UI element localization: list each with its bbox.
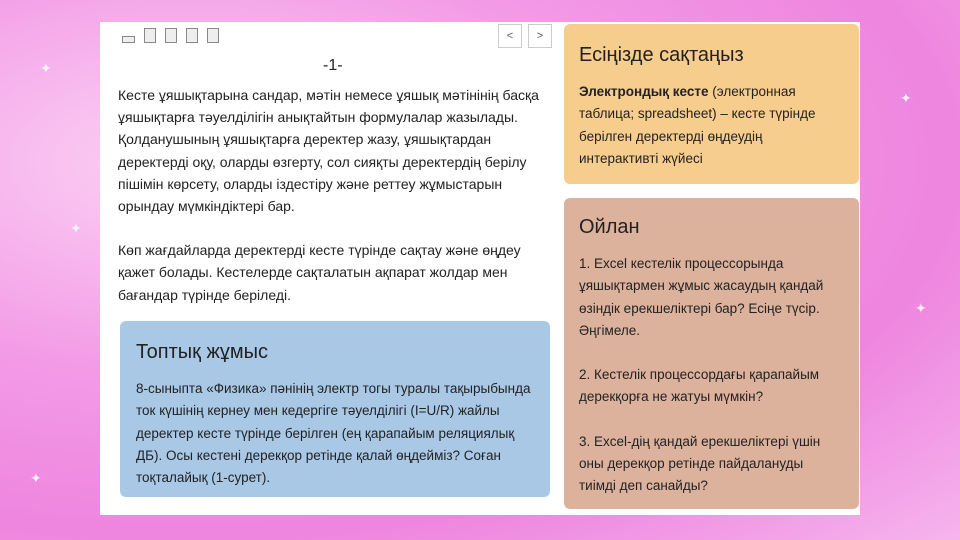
remember-term: Электрондық кесте (579, 84, 709, 99)
question-item: 3. Excel-дің қандай ерекшеліктері үшін оны дерекқор ретінде пайдалануды тиімді деп санайды? (579, 433, 821, 494)
remember-box (564, 24, 859, 184)
toolbar (122, 28, 219, 43)
sparkle-icon: ✦ (900, 90, 912, 106)
page-icon[interactable] (144, 28, 156, 43)
remember-body (579, 81, 843, 170)
remember-definition: (электронная таблица; spreadsheet) – кесте түрінде берілген деректерді өңдеудің интерактивті жүйесі (579, 84, 816, 166)
prev-button[interactable]: < (498, 24, 522, 48)
group-work-title: Топтық жұмыс (136, 341, 268, 363)
next-button[interactable]: > (528, 24, 552, 48)
sparkle-icon: ✦ (915, 300, 927, 316)
slide-frame (100, 22, 860, 515)
page-icon[interactable] (165, 28, 177, 43)
page-icon[interactable] (186, 28, 198, 43)
think-title: Ойлан (579, 216, 640, 238)
remember-title: Есіңізде сақтаңыз (579, 44, 744, 66)
think-questions (579, 253, 843, 498)
page-icon[interactable] (207, 28, 219, 43)
think-box (564, 198, 859, 509)
question-item: 2. Кестелік процессордағы қарапайым дерекқорға не жатуы мүмкін? (579, 367, 820, 405)
sparkle-icon: ✦ (30, 470, 42, 486)
minimize-icon[interactable] (122, 36, 135, 43)
question-item: 1. Excel кестелік процессорында ұяшықтармен жұмыс жасаудың қандай өзіндік ерекшеліктері бар? Есіңе түсір. Әңгімеле. (579, 256, 824, 338)
sparkle-icon: ✦ (40, 60, 52, 76)
paragraph: Кесте ұяшықтарына сандар, мәтін немесе ұяшық мәтінінің басқа ұяшықтарға тәуелділігін анықтайтын формулалар жазылады. Қолданушының ұяшықтарға деректер жазу, ұяшықтардан деректерді оқу, оларды өзгерту, сол сияқты деректердің берілу пішімін көрсету, оларды іздестіру және реттеу жұмыстарын орындау мүмкіндіктері бар. (118, 87, 539, 215)
page-number: -1- (323, 57, 343, 74)
group-work-box (120, 321, 550, 497)
sparkle-icon: ✦ (70, 220, 82, 236)
main-text (118, 84, 548, 328)
group-work-body: 8-сыныпта «Физика» пәнінің электр тогы туралы тақырыбында ток күшінің кернеу мен кедергіге тәуелділігі (I=U/R) жайлы деректер кесте түрінде берілген (ең қарапайым реляциялық ДБ). Осы кестені дерекқор ретінде қалай өңдейміз? Соған тоқталайық (1-сурет). (136, 381, 531, 486)
paragraph: Көп жағдайларда деректерді кесте түрінде сақтау және өңдеу қажет болады. Кестелерде сақталатын ақпарат жолдар мен бағандар түрінде беріледі. (118, 242, 521, 303)
